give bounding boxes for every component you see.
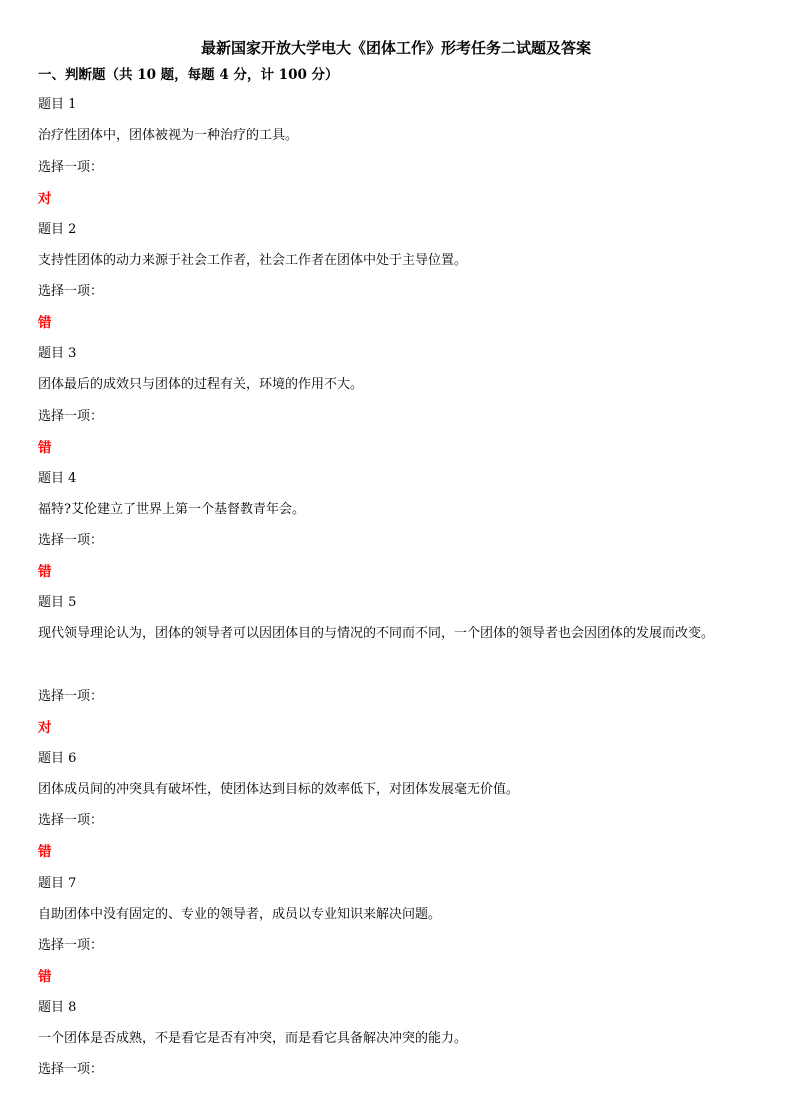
- question-3-choose-prompt: 选择一项：: [38, 409, 104, 424]
- question-6-choose-prompt: 选择一项：: [38, 813, 104, 828]
- question-7-label: 题目 7: [38, 876, 77, 891]
- section-heading: 一、判断题（共 10 题，每题 4 分，计 100 分）: [38, 67, 339, 83]
- document-title: 最新国家开放大学电大《团体工作》形考任务二试题及答案: [200, 39, 591, 57]
- question-5-label: 题目 5: [38, 595, 77, 610]
- question-4-choose-prompt: 选择一项：: [38, 533, 104, 548]
- question-5-answer: 对: [38, 720, 52, 736]
- question-6-answer: 错: [38, 844, 52, 860]
- question-5-text: 现代领导理论认为，团体的领导者可以因团体目的与情况的不同而不同，一个团体的领导者也会因团体的发展而改变。: [38, 626, 715, 641]
- question-3-text: 团体最后的成效只与团体的过程有关，环境的作用不大。: [38, 377, 364, 392]
- question-1-text: 治疗性团体中，团体被视为一种治疗的工具。: [38, 128, 299, 143]
- question-1-choose-prompt: 选择一项：: [38, 160, 104, 175]
- question-5-choose-prompt: 选择一项：: [38, 689, 104, 704]
- question-2-answer: 错: [38, 315, 52, 331]
- question-4-text: 福特?艾伦建立了世界上第一个基督教青年会。: [38, 502, 305, 517]
- question-2-choose-prompt: 选择一项：: [38, 284, 104, 299]
- question-8-label: 题目 8: [38, 1000, 77, 1015]
- question-3-label: 题目 3: [38, 346, 77, 361]
- question-6-text: 团体成员间的冲突具有破坏性，使团体达到目标的效率低下，对团体发展毫无价值。: [38, 782, 520, 797]
- question-6-label: 题目 6: [38, 751, 77, 766]
- question-7-answer: 错: [38, 969, 52, 985]
- question-4-label: 题目 4: [38, 471, 77, 486]
- question-1-answer: 对: [38, 191, 52, 207]
- question-2-label: 题目 2: [38, 222, 77, 237]
- question-8-choose-prompt: 选择一项：: [38, 1062, 104, 1077]
- question-4-answer: 错: [38, 564, 52, 580]
- question-2-text: 支持性团体的动力来源于社会工作者，社会工作者在团体中处于主导位置。: [38, 253, 468, 268]
- question-1-label: 题目 1: [38, 97, 77, 112]
- question-7-choose-prompt: 选择一项：: [38, 938, 104, 953]
- question-3-answer: 错: [38, 440, 52, 456]
- question-8-text: 一个团体是否成熟，不是看它是否有冲突，而是看它具备解决冲突的能力。: [38, 1031, 468, 1046]
- question-7-text: 自助团体中没有固定的、专业的领导者，成员以专业知识来解决问题。: [38, 907, 442, 922]
